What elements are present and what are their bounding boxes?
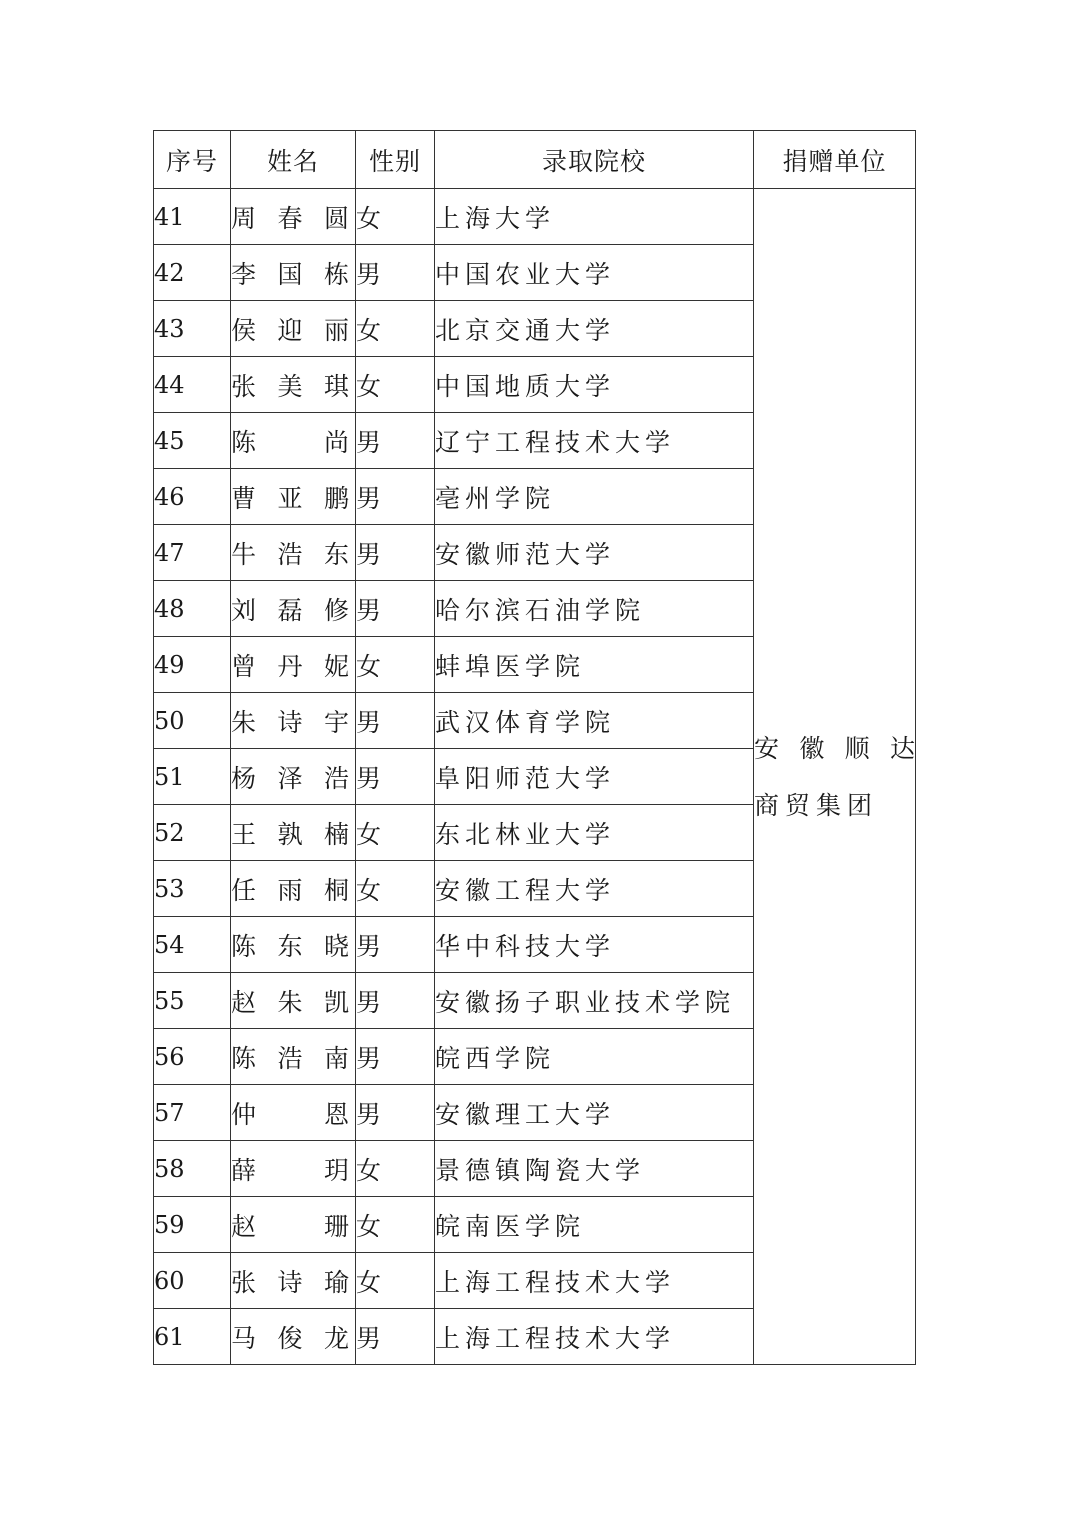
student-name: 陈浩南 bbox=[231, 1029, 356, 1085]
student-gender: 男 bbox=[356, 245, 435, 301]
student-gender: 女 bbox=[356, 1197, 435, 1253]
student-name: 杨泽浩 bbox=[231, 749, 356, 805]
student-gender: 女 bbox=[356, 805, 435, 861]
admitted-school: 蚌埠医学院 bbox=[435, 637, 754, 693]
student-name: 侯迎丽 bbox=[231, 301, 356, 357]
row-number: 48 bbox=[154, 581, 231, 637]
student-name: 任雨桐 bbox=[231, 861, 356, 917]
student-name: 李国栋 bbox=[231, 245, 356, 301]
table-row bbox=[154, 189, 916, 245]
donor-unit-line2: 商贸集团 bbox=[754, 790, 879, 820]
admitted-school: 阜阳师范大学 bbox=[435, 749, 754, 805]
admitted-school: 辽宁工程技术大学 bbox=[435, 413, 754, 469]
student-gender: 女 bbox=[356, 637, 435, 693]
admitted-school: 中国农业大学 bbox=[435, 245, 754, 301]
student-name: 曾丹妮 bbox=[231, 637, 356, 693]
student-name: 牛浩东 bbox=[231, 525, 356, 581]
row-number: 53 bbox=[154, 861, 231, 917]
row-number: 58 bbox=[154, 1141, 231, 1197]
row-number: 50 bbox=[154, 693, 231, 749]
admitted-school: 中国地质大学 bbox=[435, 357, 754, 413]
student-gender: 男 bbox=[356, 581, 435, 637]
student-gender: 男 bbox=[356, 973, 435, 1029]
row-number: 55 bbox=[154, 973, 231, 1029]
student-gender: 男 bbox=[356, 693, 435, 749]
row-number: 59 bbox=[154, 1197, 231, 1253]
admitted-school: 上海工程技术大学 bbox=[435, 1253, 754, 1309]
row-number: 49 bbox=[154, 637, 231, 693]
student-gender: 女 bbox=[356, 357, 435, 413]
student-gender: 女 bbox=[356, 1253, 435, 1309]
student-name: 王孰楠 bbox=[231, 805, 356, 861]
admitted-school: 上海大学 bbox=[435, 189, 754, 245]
row-number: 46 bbox=[154, 469, 231, 525]
table-header-row bbox=[154, 131, 916, 189]
admitted-school: 哈尔滨石油学院 bbox=[435, 581, 754, 637]
table-body bbox=[154, 189, 916, 1365]
row-number: 43 bbox=[154, 301, 231, 357]
student-name: 马俊龙 bbox=[231, 1309, 356, 1365]
student-gender: 男 bbox=[356, 749, 435, 805]
student-gender: 男 bbox=[356, 469, 435, 525]
donor-unit-line1: 安徽顺达 bbox=[754, 733, 915, 763]
admitted-school: 东北林业大学 bbox=[435, 805, 754, 861]
student-name: 刘磊修 bbox=[231, 581, 356, 637]
row-number: 57 bbox=[154, 1085, 231, 1141]
student-name: 周春圆 bbox=[231, 189, 356, 245]
row-number: 60 bbox=[154, 1253, 231, 1309]
student-gender: 女 bbox=[356, 1141, 435, 1197]
admitted-school: 安徽扬子职业技术学院 bbox=[435, 973, 754, 1029]
admitted-school: 北京交通大学 bbox=[435, 301, 754, 357]
admitted-school: 皖南医学院 bbox=[435, 1197, 754, 1253]
admitted-school: 华中科技大学 bbox=[435, 917, 754, 973]
student-name: 陈尚 bbox=[231, 413, 356, 469]
header-school: 录取院校 bbox=[435, 131, 754, 189]
student-gender: 女 bbox=[356, 301, 435, 357]
row-number: 51 bbox=[154, 749, 231, 805]
student-name: 张诗瑜 bbox=[231, 1253, 356, 1309]
student-name: 仲恩 bbox=[231, 1085, 356, 1141]
student-gender: 男 bbox=[356, 525, 435, 581]
student-name: 薛玥 bbox=[231, 1141, 356, 1197]
student-gender: 女 bbox=[356, 861, 435, 917]
header-gender: 性别 bbox=[356, 131, 435, 189]
student-name: 赵珊 bbox=[231, 1197, 356, 1253]
admitted-school: 安徽师范大学 bbox=[435, 525, 754, 581]
student-name: 曹亚鹏 bbox=[231, 469, 356, 525]
admitted-school: 景德镇陶瓷大学 bbox=[435, 1141, 754, 1197]
row-number: 61 bbox=[154, 1309, 231, 1365]
student-name: 陈东晓 bbox=[231, 917, 356, 973]
row-number: 47 bbox=[154, 525, 231, 581]
admitted-school: 安徽工程大学 bbox=[435, 861, 754, 917]
header-number: 序号 bbox=[154, 131, 231, 189]
admitted-school: 亳州学院 bbox=[435, 469, 754, 525]
row-number: 56 bbox=[154, 1029, 231, 1085]
header-name: 姓名 bbox=[231, 131, 356, 189]
scholarship-roster-table bbox=[153, 130, 916, 1365]
row-number: 41 bbox=[154, 189, 231, 245]
student-gender: 男 bbox=[356, 413, 435, 469]
admitted-school: 安徽理工大学 bbox=[435, 1085, 754, 1141]
student-gender: 女 bbox=[356, 189, 435, 245]
row-number: 42 bbox=[154, 245, 231, 301]
row-number: 52 bbox=[154, 805, 231, 861]
row-number: 45 bbox=[154, 413, 231, 469]
student-gender: 男 bbox=[356, 917, 435, 973]
header-donor: 捐赠单位 bbox=[754, 131, 916, 189]
row-number: 54 bbox=[154, 917, 231, 973]
student-name: 朱诗宇 bbox=[231, 693, 356, 749]
donor-unit bbox=[754, 189, 916, 1365]
student-name: 赵朱凯 bbox=[231, 973, 356, 1029]
student-name: 张美琪 bbox=[231, 357, 356, 413]
admitted-school: 上海工程技术大学 bbox=[435, 1309, 754, 1365]
student-gender: 男 bbox=[356, 1085, 435, 1141]
admitted-school: 皖西学院 bbox=[435, 1029, 754, 1085]
row-number: 44 bbox=[154, 357, 231, 413]
admitted-school: 武汉体育学院 bbox=[435, 693, 754, 749]
student-gender: 男 bbox=[356, 1029, 435, 1085]
student-gender: 男 bbox=[356, 1309, 435, 1365]
